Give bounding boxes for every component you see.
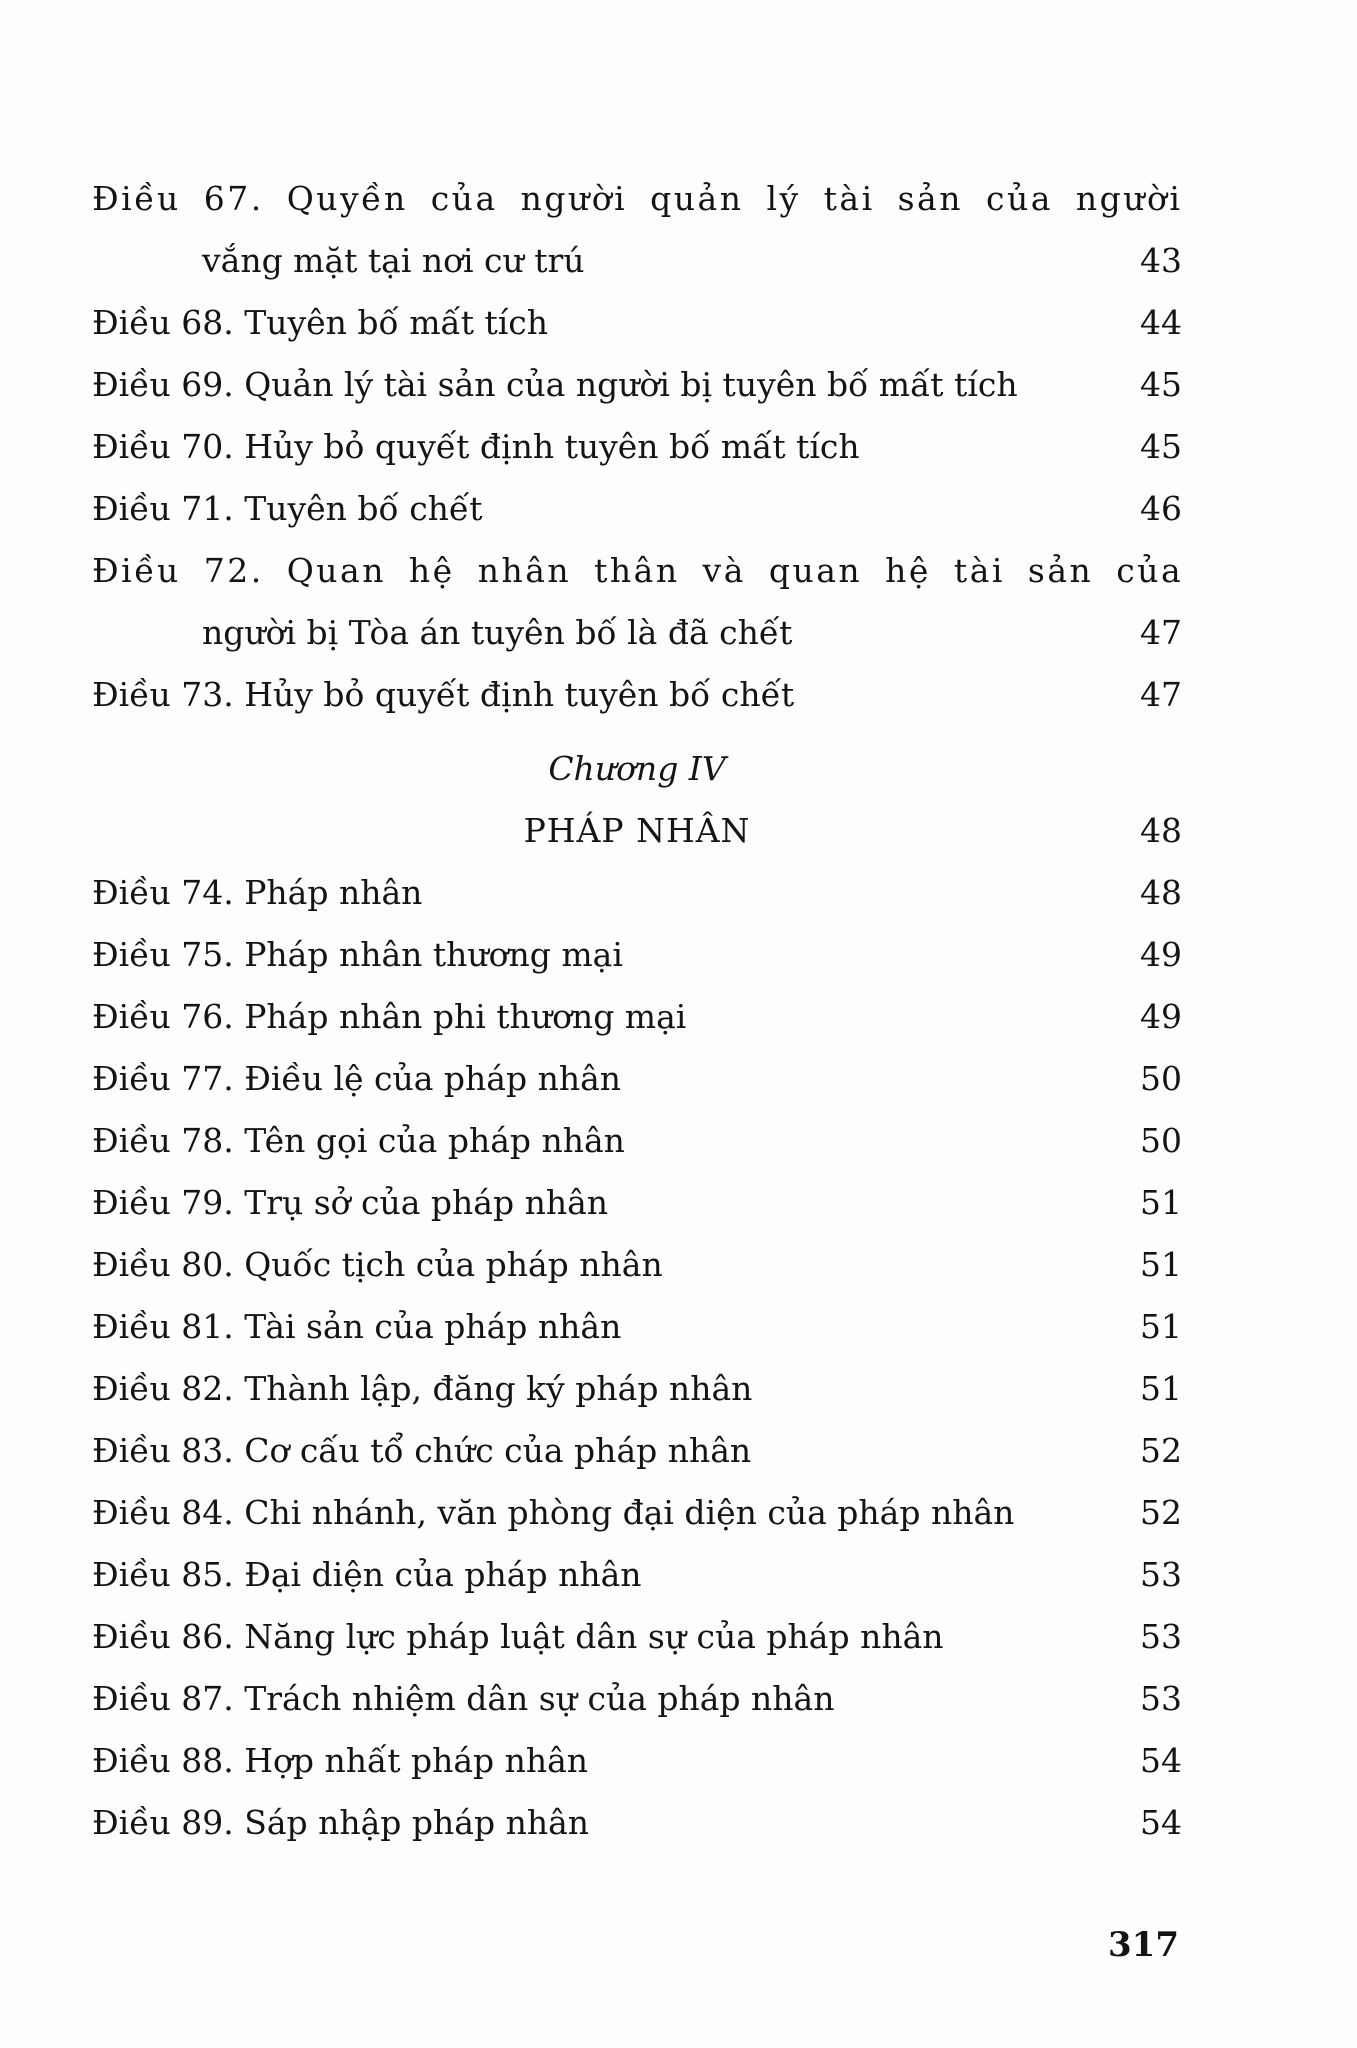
entry-page: 44 (1140, 303, 1182, 342)
entry-label: Điều 76. Pháp nhân phi thương mại (92, 997, 687, 1036)
entry-page: 50 (1140, 1121, 1182, 1160)
toc-entry (92, 924, 1182, 986)
entry-page: 43 (1140, 241, 1182, 280)
entry-page: 53 (1140, 1555, 1182, 1594)
entry-page: 51 (1140, 1307, 1182, 1346)
toc-entry (92, 1544, 1182, 1606)
entry-page: 53 (1140, 1617, 1182, 1656)
toc-entry (92, 1172, 1182, 1234)
entry-page: 49 (1140, 935, 1182, 974)
entry-page: 52 (1140, 1493, 1182, 1532)
entry-page: 51 (1140, 1183, 1182, 1222)
entry-label: Điều 70. Hủy bỏ quyết định tuyên bố mất tích (92, 427, 860, 466)
toc-entry (92, 478, 1182, 540)
entry-label: Điều 69. Quản lý tài sản của người bị tuyên bố mất tích (92, 365, 1018, 404)
entry-page: 51 (1140, 1369, 1182, 1408)
toc-entry (92, 540, 1182, 664)
toc-entry (92, 1792, 1182, 1854)
entry-page: 45 (1140, 427, 1182, 466)
entry-label: Điều 79. Trụ sở của pháp nhân (92, 1183, 609, 1222)
toc-entry (92, 354, 1182, 416)
toc-entry (92, 416, 1182, 478)
entry-page: 54 (1140, 1803, 1182, 1842)
entry-label: Điều 83. Cơ cấu tổ chức của pháp nhân (92, 1431, 752, 1470)
toc-entry (92, 168, 1182, 292)
toc-entry (92, 986, 1182, 1048)
entry-page: 54 (1140, 1741, 1182, 1780)
toc-entry (92, 1234, 1182, 1296)
toc-entry (92, 1296, 1182, 1358)
entry-label-continued: người bị Tòa án tuyên bố là đã chết (202, 613, 793, 652)
chapter-heading (92, 738, 1182, 862)
entry-label: Điều 74. Pháp nhân (92, 873, 423, 912)
toc-entry (92, 1358, 1182, 1420)
entry-label: Điều 86. Năng lực pháp luật dân sự của pháp nhân (92, 1617, 944, 1656)
toc-entry (92, 1668, 1182, 1730)
entry-label: Điều 81. Tài sản của pháp nhân (92, 1307, 622, 1346)
entry-page: 47 (1140, 613, 1182, 652)
chapter-title: Chương IV (548, 749, 726, 788)
entry-label: Điều 84. Chi nhánh, văn phòng đại diện của pháp nhân (92, 1493, 1015, 1532)
toc-entry (92, 664, 1182, 726)
entry-page: 50 (1140, 1059, 1182, 1098)
entry-page: 52 (1140, 1431, 1182, 1470)
toc-entry (92, 862, 1182, 924)
entry-label: Điều 88. Hợp nhất pháp nhân (92, 1741, 589, 1780)
entry-label: Điều 78. Tên gọi của pháp nhân (92, 1121, 625, 1160)
toc-entry (92, 1420, 1182, 1482)
entry-page: 48 (1140, 873, 1182, 912)
entry-label: Điều 80. Quốc tịch của pháp nhân (92, 1245, 663, 1284)
entry-page: 49 (1140, 997, 1182, 1036)
entry-label: Điều 87. Trách nhiệm dân sự của pháp nhân (92, 1679, 835, 1718)
entry-label: Điều 85. Đại diện của pháp nhân (92, 1555, 642, 1594)
entry-page: 45 (1140, 365, 1182, 404)
entry-label: Điều 82. Thành lập, đăng ký pháp nhân (92, 1369, 753, 1408)
toc-entry (92, 1110, 1182, 1172)
entry-label: Điều 89. Sáp nhập pháp nhân (92, 1803, 589, 1842)
entry-label: Điều 77. Điều lệ của pháp nhân (92, 1059, 622, 1098)
toc-entry (92, 1730, 1182, 1792)
table-of-contents (92, 168, 1182, 1854)
entry-page: 47 (1140, 675, 1182, 714)
entry-label: Điều 72. Quan hệ nhân thân và quan hệ tài sản của (92, 551, 1184, 590)
toc-entry (92, 292, 1182, 354)
chapter-name: PHÁP NHÂN (523, 811, 751, 850)
entry-page: 51 (1140, 1245, 1182, 1284)
page-number: 317 (1108, 1925, 1179, 1965)
entry-label: Điều 71. Tuyên bố chết (92, 489, 483, 528)
toc-entry (92, 1048, 1182, 1110)
entry-label: Điều 75. Pháp nhân thương mại (92, 935, 623, 974)
entry-page: 46 (1140, 489, 1182, 528)
toc-entry (92, 1482, 1182, 1544)
entry-label: Điều 67. Quyền của người quản lý tài sản của người (92, 179, 1183, 218)
toc-entry (92, 1606, 1182, 1668)
entry-label-continued: vắng mặt tại nơi cư trú (202, 241, 585, 280)
entry-label: Điều 68. Tuyên bố mất tích (92, 303, 549, 342)
entry-page: 53 (1140, 1679, 1182, 1718)
chapter-page: 48 (1140, 811, 1182, 850)
entry-label: Điều 73. Hủy bỏ quyết định tuyên bố chết (92, 675, 795, 714)
